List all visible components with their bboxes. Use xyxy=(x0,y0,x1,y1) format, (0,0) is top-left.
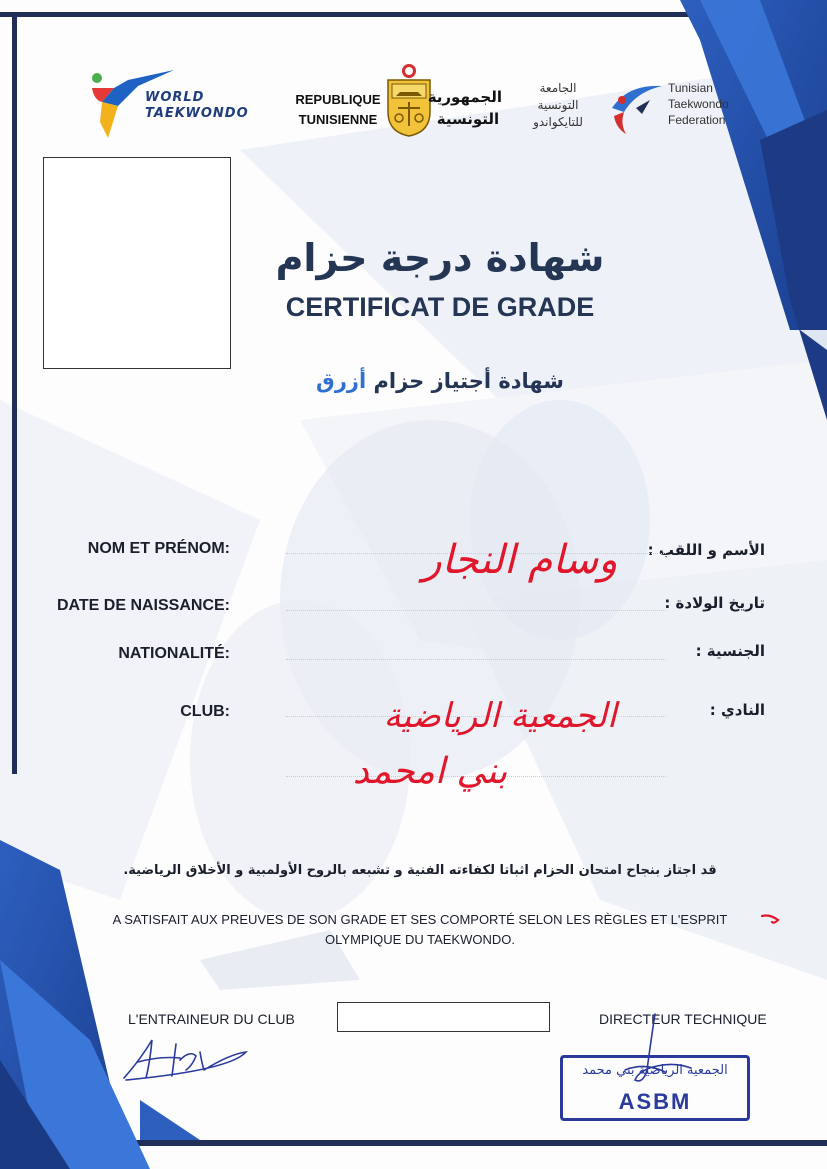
club-label-fr: CLUB: xyxy=(180,703,230,720)
club-handwritten-line1: الجمعية الرياضية xyxy=(383,696,617,736)
club-label-ar: النادي : xyxy=(709,701,765,719)
director-label: DIRECTEUR TECHNIQUE xyxy=(599,1011,767,1027)
subtitle-ar xyxy=(250,366,630,396)
federation-ar-line3: للتايكواندو xyxy=(533,115,583,129)
nationality-line xyxy=(286,659,666,660)
name-label-fr: NOM ET PRÉNOM: xyxy=(87,540,230,557)
wt-line1: WORLD xyxy=(145,90,205,105)
nationality-label-ar: الجنسية : xyxy=(695,642,765,660)
federation-en-line2: Taekwondo xyxy=(668,97,729,111)
republic-fr-line1: REPUBLIQUE xyxy=(295,92,381,107)
republic-ar-line2: التونسية xyxy=(436,110,500,128)
statement-fr-line2: OLYMPIQUE DU TAEKWONDO. xyxy=(325,932,515,947)
nationality-label-fr: NATIONALITÉ: xyxy=(118,645,230,662)
statement-fr xyxy=(90,910,750,950)
subtitle-ar-prefix: شهادة أجتياز حزام xyxy=(373,369,564,393)
stamp-text-en: ASBM xyxy=(618,1089,692,1114)
federation-ar xyxy=(512,80,604,131)
federation-en xyxy=(668,80,729,128)
stamp-text-ar: الجمعية الرياضية بني محمد xyxy=(582,1063,728,1078)
coach-signature-icon xyxy=(120,1030,250,1084)
federation-ar-line2: التونسية xyxy=(537,98,579,112)
federation-ar-line1: الجامعة xyxy=(539,81,577,95)
statement-ar: قد اجتاز بنجاح امتحان الحزام اثباتا لكفاءته الفنية و تشبعه بالروح الأولمبية و الأخلاق الرياضية. xyxy=(123,863,717,878)
federation-en-line1: Tunisian xyxy=(668,81,713,95)
red-mark-icon xyxy=(760,912,782,926)
coach-label: L'ENTRAINEUR DU CLUB xyxy=(128,1011,295,1027)
republic-fr-line2: TUNISIENNE xyxy=(298,112,378,127)
federation-logo-icon xyxy=(606,78,664,136)
name-label-ar: الأسم و اللقب : xyxy=(647,541,765,559)
belt-color: أزرق xyxy=(316,369,367,393)
wt-line2: TAEKWONDO xyxy=(145,106,249,121)
republic-ar-line1: الجمهورية xyxy=(427,88,502,106)
birth-label-ar: تاريخ الولادة : xyxy=(664,594,765,612)
federation-en-line3: Federation xyxy=(668,113,726,127)
republic-fr xyxy=(292,90,384,130)
club-handwritten-line2: بني امحمد xyxy=(352,751,508,792)
center-empty-box xyxy=(337,1002,550,1032)
title-ar: شهادة درجة حزام xyxy=(275,236,605,280)
world-taekwondo-wordmark xyxy=(145,90,249,122)
director-signature-icon xyxy=(595,1010,705,1090)
statement-fr-line1: A SATISFAIT AUX PREUVES DE SON GRADE ET SES COMPORTÉ SELON LES RÈGLES ET L'ESPRIT xyxy=(112,912,728,927)
republic-ar xyxy=(427,86,502,130)
name-handwritten-value: وسام النجار xyxy=(422,537,618,583)
title-fr: CERTIFICAT DE GRADE xyxy=(285,292,595,322)
birth-label-fr: DATE DE NAISSANCE: xyxy=(56,597,230,614)
tunisia-crest-icon xyxy=(384,62,434,138)
photo-placeholder xyxy=(43,157,231,369)
birth-line xyxy=(286,610,666,611)
